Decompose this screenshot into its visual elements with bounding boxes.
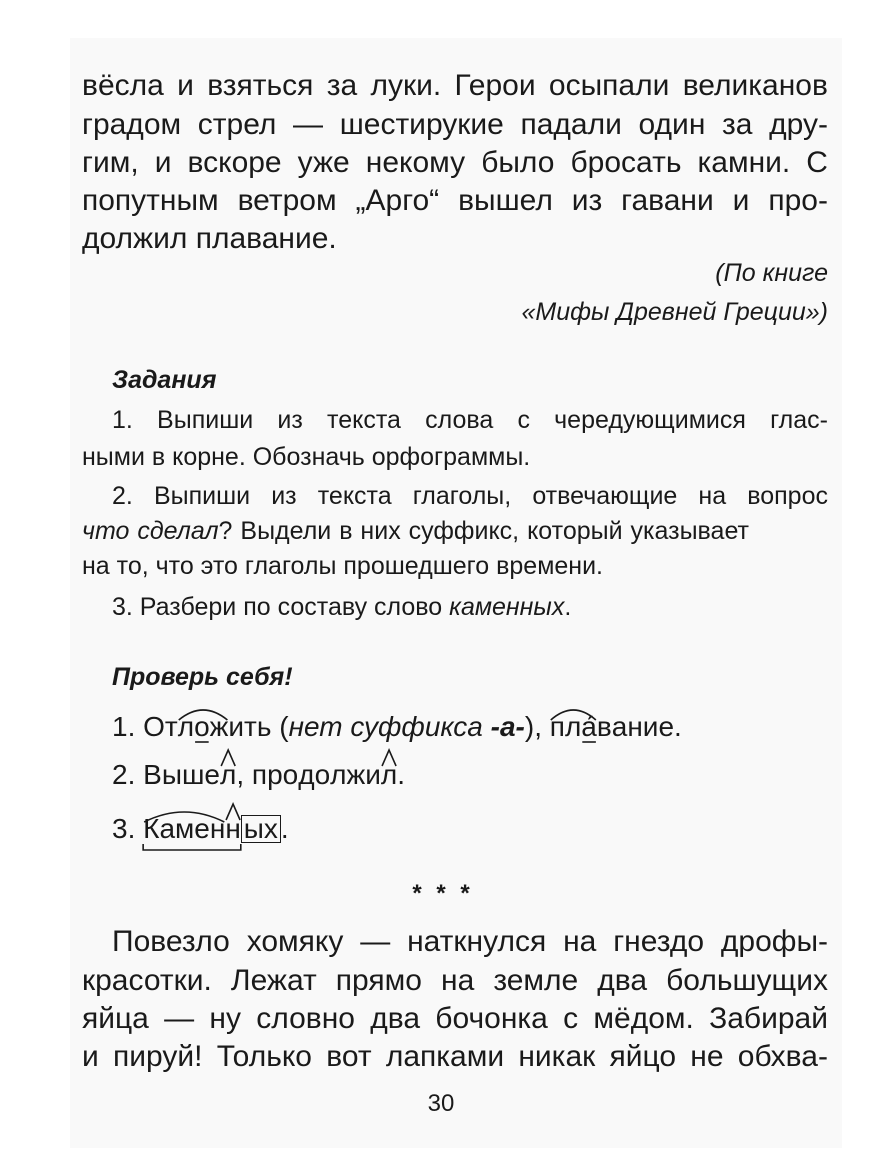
root-arc [551, 710, 596, 720]
word: стрел [197, 108, 277, 141]
letter: ь [256, 711, 272, 742]
letter: в [596, 711, 612, 742]
word: прямо [335, 964, 422, 997]
passage2-line [82, 1039, 828, 1075]
word: шестирукие [339, 108, 504, 141]
passage2-line [82, 1001, 828, 1037]
task3-period: . [564, 593, 572, 621]
word: вышел [458, 184, 553, 217]
word: Повезло [112, 925, 230, 958]
letter: К [143, 813, 160, 844]
word: Выпиши [157, 406, 254, 434]
page-number: 30 [427, 1090, 455, 1117]
word: с [563, 1002, 579, 1035]
letter: т [164, 711, 178, 742]
word: из [277, 406, 303, 434]
letter: л [177, 711, 195, 742]
word: осыпали [548, 69, 670, 102]
word: вот [326, 1040, 372, 1073]
task3-text: 3. Разбери по составу слово [112, 593, 450, 621]
answer-number: 1. [112, 711, 136, 742]
letter: е [658, 711, 675, 742]
word: и [177, 69, 194, 102]
word: попутным [82, 184, 219, 217]
letter: е [204, 759, 220, 790]
word: никак [518, 1040, 596, 1073]
word: и [732, 184, 750, 217]
word: яйцо [609, 1040, 677, 1073]
period: . [397, 759, 405, 790]
task2-text: ? Выдели в них суффикс, который указывает [218, 517, 749, 545]
section-separator: * * * [412, 880, 470, 907]
check-heading: Проверь себя! [112, 663, 293, 691]
task2-line: на то, что это глаголы прошедшего времени. [82, 552, 603, 580]
word: дрофы- [720, 925, 828, 958]
letter: ж [209, 711, 229, 742]
word: из [271, 482, 297, 510]
answer1-suffix: -а- [490, 711, 525, 742]
word: текста [317, 482, 392, 510]
word: гим, [82, 146, 139, 179]
word: словно [256, 1002, 355, 1035]
letter: л [380, 759, 398, 790]
word: Забирай [709, 1002, 828, 1035]
word: луки. [370, 69, 442, 102]
word: земле [493, 964, 579, 997]
word: ну [209, 1002, 241, 1035]
word: гнездо [613, 925, 705, 958]
letter: м [175, 813, 195, 844]
word: два [370, 1002, 421, 1035]
word: глас- [770, 406, 828, 434]
word: бросать [570, 146, 682, 179]
word: за [326, 69, 358, 102]
source-line: «Мифы Древней Греции») [521, 298, 828, 326]
paren: ), [524, 711, 550, 742]
word: наткнулся [407, 925, 547, 958]
word: падали [520, 108, 622, 141]
stem-bracket [143, 844, 241, 850]
comma: , [236, 759, 252, 790]
word: Только [216, 1040, 312, 1073]
task3-word: каменных [449, 593, 565, 621]
passage2-line [112, 924, 828, 960]
letter: О [143, 711, 165, 742]
task2-italic-question: что сделал [82, 517, 219, 545]
word: дру- [769, 108, 828, 141]
word: лапками [385, 1040, 505, 1073]
letter: п [549, 711, 565, 742]
word: вопрос [747, 482, 828, 510]
word: хомяку [246, 925, 344, 958]
letter: о [282, 759, 299, 790]
word: Выпиши [153, 482, 251, 510]
word: на [698, 482, 727, 510]
passage2-line [82, 963, 828, 999]
word: уже [297, 146, 350, 179]
word: яйца [82, 1002, 149, 1035]
word: некому [365, 146, 466, 179]
suffix-caret [221, 750, 235, 766]
word: „Арго“ [355, 184, 440, 217]
word: взяться [207, 69, 314, 102]
letter: н [209, 813, 226, 844]
period: . [674, 711, 682, 742]
word: текста [327, 406, 401, 434]
word: не [690, 1040, 724, 1073]
word: вёсла [82, 69, 164, 102]
letter: и [228, 711, 245, 742]
word: великанов [682, 69, 828, 102]
word: 1. [112, 406, 133, 434]
answer-number: 3. [112, 813, 136, 844]
word: обхва- [737, 1040, 828, 1073]
letter: ы [161, 759, 182, 790]
word: пируй! [113, 1040, 203, 1073]
letter: и [642, 711, 659, 742]
task1-line: ными в корне. Обозначь орфограммы. [82, 443, 531, 471]
letter: н [627, 711, 643, 742]
letter: л [564, 711, 582, 742]
word: из [571, 184, 603, 217]
word: большущих [666, 964, 828, 997]
letter: т [244, 711, 257, 742]
root-arc [144, 812, 224, 822]
source-line: (По книге [715, 259, 828, 287]
word: на [563, 925, 597, 958]
word: — [293, 108, 324, 141]
paren: ( [271, 711, 289, 742]
word: один [638, 108, 706, 141]
word: — [360, 925, 391, 958]
letter: н [225, 813, 241, 844]
word: С [806, 146, 828, 179]
letter: В [143, 759, 162, 790]
word: слова [425, 406, 494, 434]
letter: д [298, 759, 315, 790]
word: глаголы, [412, 482, 512, 510]
ending-box: ых [241, 815, 281, 843]
letter: о [194, 711, 210, 742]
letter: е [194, 813, 210, 844]
letter: ж [346, 759, 366, 790]
word: мёдом. [593, 1002, 694, 1035]
word: на [441, 964, 475, 997]
word: два [597, 964, 648, 997]
word: и [154, 146, 172, 179]
period: . [280, 813, 289, 844]
tasks-heading: Задания [112, 366, 217, 394]
answer-number: 2. [112, 759, 136, 790]
word: Лежат [230, 964, 317, 997]
letter: а [611, 711, 628, 742]
word: с [517, 406, 530, 434]
answer1-note: нет суффикса [288, 711, 483, 742]
word: и [82, 1040, 99, 1073]
word: вскоре [187, 146, 282, 179]
word: 2. [112, 482, 133, 510]
letter: а [159, 813, 176, 844]
word: — [164, 1002, 195, 1035]
letter: и [365, 759, 381, 790]
word: красотки. [82, 964, 212, 997]
letter: л [330, 759, 347, 790]
letter: а́ [581, 711, 597, 742]
word: гавани [621, 184, 714, 217]
word: ветром [237, 184, 337, 217]
letter: л [220, 759, 237, 790]
word: градом [82, 108, 182, 141]
suffix-caret [382, 750, 396, 766]
word: чередующимися [554, 406, 746, 434]
word: за [722, 108, 753, 141]
word: камни. [697, 146, 791, 179]
word: Герои [454, 69, 536, 102]
root-arc [179, 710, 228, 720]
word: бочонка [435, 1002, 548, 1035]
suffix-caret [226, 804, 240, 820]
passage1-line: должил плавание. [82, 222, 337, 255]
word: про- [768, 184, 828, 217]
letter: р [267, 759, 283, 790]
letter: ш [181, 759, 205, 790]
word: было [481, 146, 555, 179]
letter: п [251, 759, 268, 790]
letter: о [314, 759, 331, 790]
word: отвечающие [532, 482, 678, 510]
